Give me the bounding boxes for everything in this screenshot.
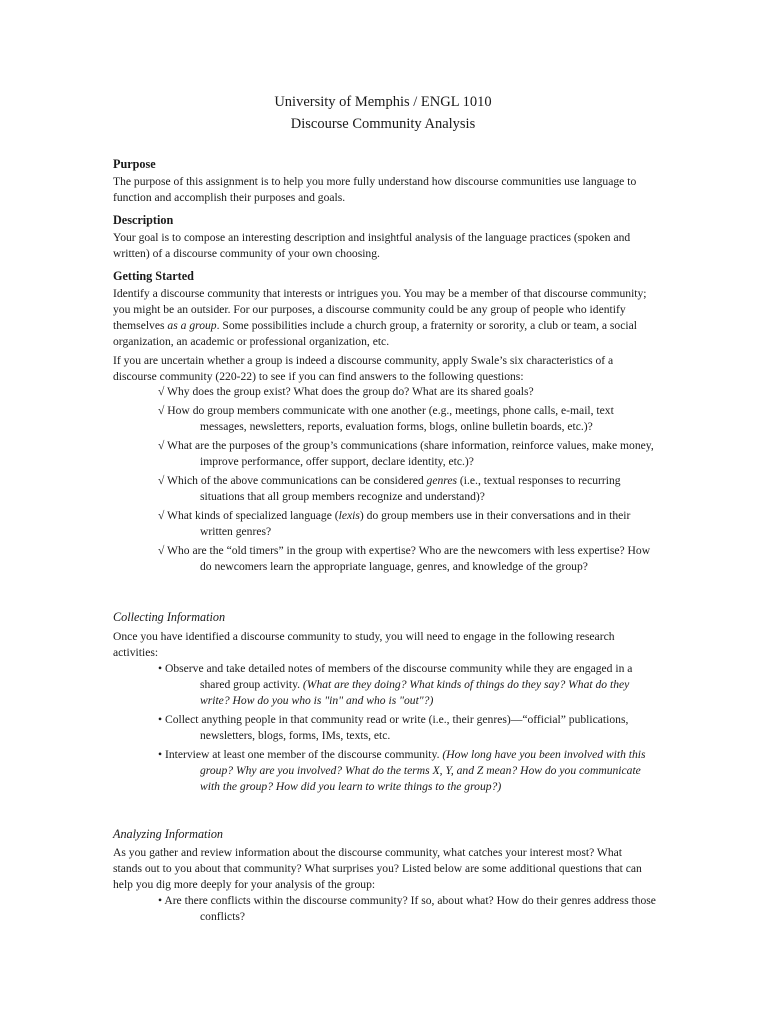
description-section <box>113 212 653 262</box>
collecting-intro: Once you have identified a discourse community to study, you will need to engage in the following research activities: <box>113 630 615 659</box>
purpose-text: The purpose of this assignment is to help you more fully understand how discourse communities use language to function and accomplish their purposes and goals. <box>113 175 637 204</box>
analysis-question-list <box>158 893 658 925</box>
activity-item: • Collect anything people in that community read or write (i.e., their genres)—“official” publications, newsletters, blogs, forms, IMs, texts, etc. <box>158 713 629 742</box>
emphasis-lexis: lexis <box>338 509 360 522</box>
assignment-title: Discourse Community Analysis <box>290 116 476 132</box>
question-item: √ Which of the above communications can be considered genres (i.e., textual responses to recurring situations that all group members recognize and understand)? <box>158 474 621 503</box>
collecting-heading: Collecting Information <box>113 610 226 624</box>
question-item: √ What kinds of specialized language (lexis) do group members use in their conversations and in their written genres? <box>158 509 631 538</box>
getting-started-section <box>113 268 653 385</box>
activity-item: • Interview at least one member of the discourse community. (How long have you been involved with this group? Why are you involved? What do the terms X, Y, and Z mean? How do you communicate with the group? How did you learn to write things to the group?) <box>158 748 646 793</box>
getting-started-paragraph-2: If you are uncertain whether a group is indeed a discourse community, apply Swale’s six characteristics of a discourse community (220-22) to see if you can find answers to the following questions: <box>113 354 614 383</box>
question-item: √ What are the purposes of the group’s communications (share information, reinforce values, make money, improve performance, offer support, declare identity, etc.)? <box>158 439 654 468</box>
collecting-section <box>113 609 653 661</box>
question-item: √ How do group members communicate with one another (e.g., meetings, phone calls, e-mail, text messages, newsletters, reports, evaluation forms, blogs, online bulletin boards, etc.)? <box>158 404 614 433</box>
analyzing-section <box>113 826 653 893</box>
question-item: √ Who are the “old timers” in the group with expertise? Who are the newcomers with less expertise? How do newcomers learn the appropriate language, genres, and knowledge of the group? <box>158 544 651 573</box>
getting-started-heading: Getting Started <box>113 269 194 283</box>
analysis-item: • Are there conflicts within the discourse community? If so, about what? How do their genres address those conflicts? <box>158 894 656 923</box>
description-heading: Description <box>113 213 174 227</box>
purpose-heading: Purpose <box>113 157 156 171</box>
analyzing-heading: Analyzing Information <box>113 827 224 841</box>
getting-started-paragraph-1: Identify a discourse community that interests or intrigues you. You may be a member of that discourse community; you might be an outsider. For our purposes, a discourse community could be any group of people who identify themselves as a group. Some possibilities include a church group, a fraternity or sorority, a club or team, a social organization, an academic or professional organization, etc. <box>113 287 647 348</box>
course-title: University of Memphis / ENGL 1010 <box>274 94 492 110</box>
analyzing-intro: As you gather and review information about the discourse community, what catches your interest most? What stands out to you about that community? What surprises you? Listed below are some additional questions that can help you dig more deeply for your analysis of the group: <box>113 846 642 891</box>
emphasis-as-a-group: as a group <box>167 319 217 332</box>
question-item: √ Why does the group exist? What does the group do? What are its shared goals? <box>158 385 534 398</box>
characteristics-question-list <box>158 384 658 575</box>
research-activity-list <box>158 661 658 795</box>
description-text: Your goal is to compose an interesting description and insightful analysis of the language practices (spoken and written) of a discourse community of your own choosing. <box>113 231 631 260</box>
emphasis-genres: genres <box>426 474 458 487</box>
purpose-section <box>113 156 653 206</box>
activity-item: • Observe and take detailed notes of members of the discourse community while they are engaged in a shared group activity. (What are they doing? What kinds of things do they say? What do they write? How do you who is "in" and who is "out"?) <box>158 662 633 707</box>
